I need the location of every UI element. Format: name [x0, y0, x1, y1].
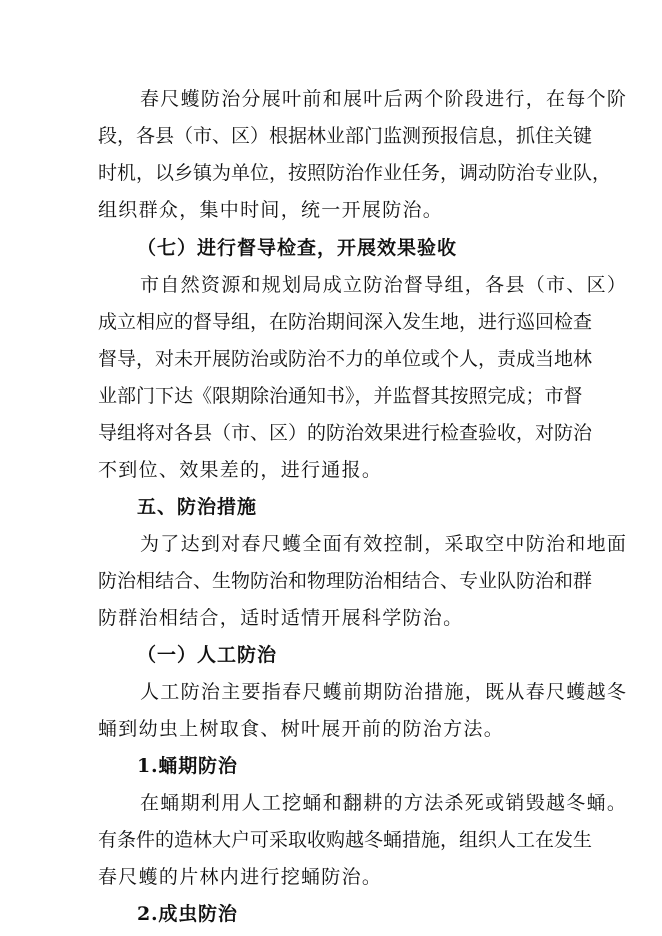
- paragraph-line: 防群治相结合，适时适情开展科学防治。: [98, 607, 464, 629]
- paragraph-line: 市自然资源和规划局成立防治督导组，各县（市、区）: [140, 274, 628, 296]
- paragraph-line: 防治相结合、生物防治和物理防治相结合、专业队防治和群: [98, 570, 593, 592]
- paragraph-line: 在蛹期利用人工挖蛹和翻耕的方法杀死或销毁越冬蛹。: [140, 792, 628, 814]
- paragraph-line: 督导，对未开展防治或防治不力的单位或个人，责成当地林: [98, 348, 593, 370]
- paragraph-line: 春尺蠖防治分展叶前和展叶后两个阶段进行，在每个阶: [140, 88, 628, 110]
- paragraph-line: 段，各县（市、区）根据林业部门监测预报信息，抓住关键: [98, 125, 593, 147]
- paragraph-line: 导组将对各县（市、区）的防治效果进行检查验收，对防治: [98, 422, 593, 444]
- paragraph-line: 人工防治主要指春尺蠖前期防治措施，既从春尺蠖越冬: [140, 681, 628, 703]
- paragraph-line: 有条件的造林大户可采取收购越冬蛹措施，组织人工在发生: [98, 829, 593, 851]
- section-heading: 五、防治措施: [137, 496, 258, 518]
- paragraph-line: 为了达到对春尺蠖全面有效控制，采取空中防治和地面: [140, 533, 628, 555]
- subsection-heading: 1.蛹期防治: [137, 755, 238, 777]
- paragraph-line: 蛹到幼虫上树取食、树叶展开前的防治方法。: [98, 718, 505, 740]
- paragraph-line: 不到位、效果差的，进行通报。: [98, 459, 383, 481]
- section-heading: （一）人工防治: [137, 644, 278, 666]
- paragraph-line: 时机，以乡镇为单位，按照防治作业任务，调动防治专业队，: [98, 162, 612, 184]
- paragraph-line: 成立相应的督导组，在防治期间深入发生地，进行巡回检查: [98, 311, 593, 333]
- paragraph-line: 业部门下达《限期除治通知书》，并监督其按照完成；市督: [98, 385, 583, 407]
- subsection-heading: 2.成虫防治: [137, 903, 238, 925]
- paragraph-line: 组织群众，集中时间，统一开展防治。: [98, 199, 444, 221]
- paragraph-line: 春尺蠖的片林内进行挖蛹防治。: [98, 866, 383, 888]
- section-heading: （七）进行督导检查，开展效果验收: [137, 237, 458, 259]
